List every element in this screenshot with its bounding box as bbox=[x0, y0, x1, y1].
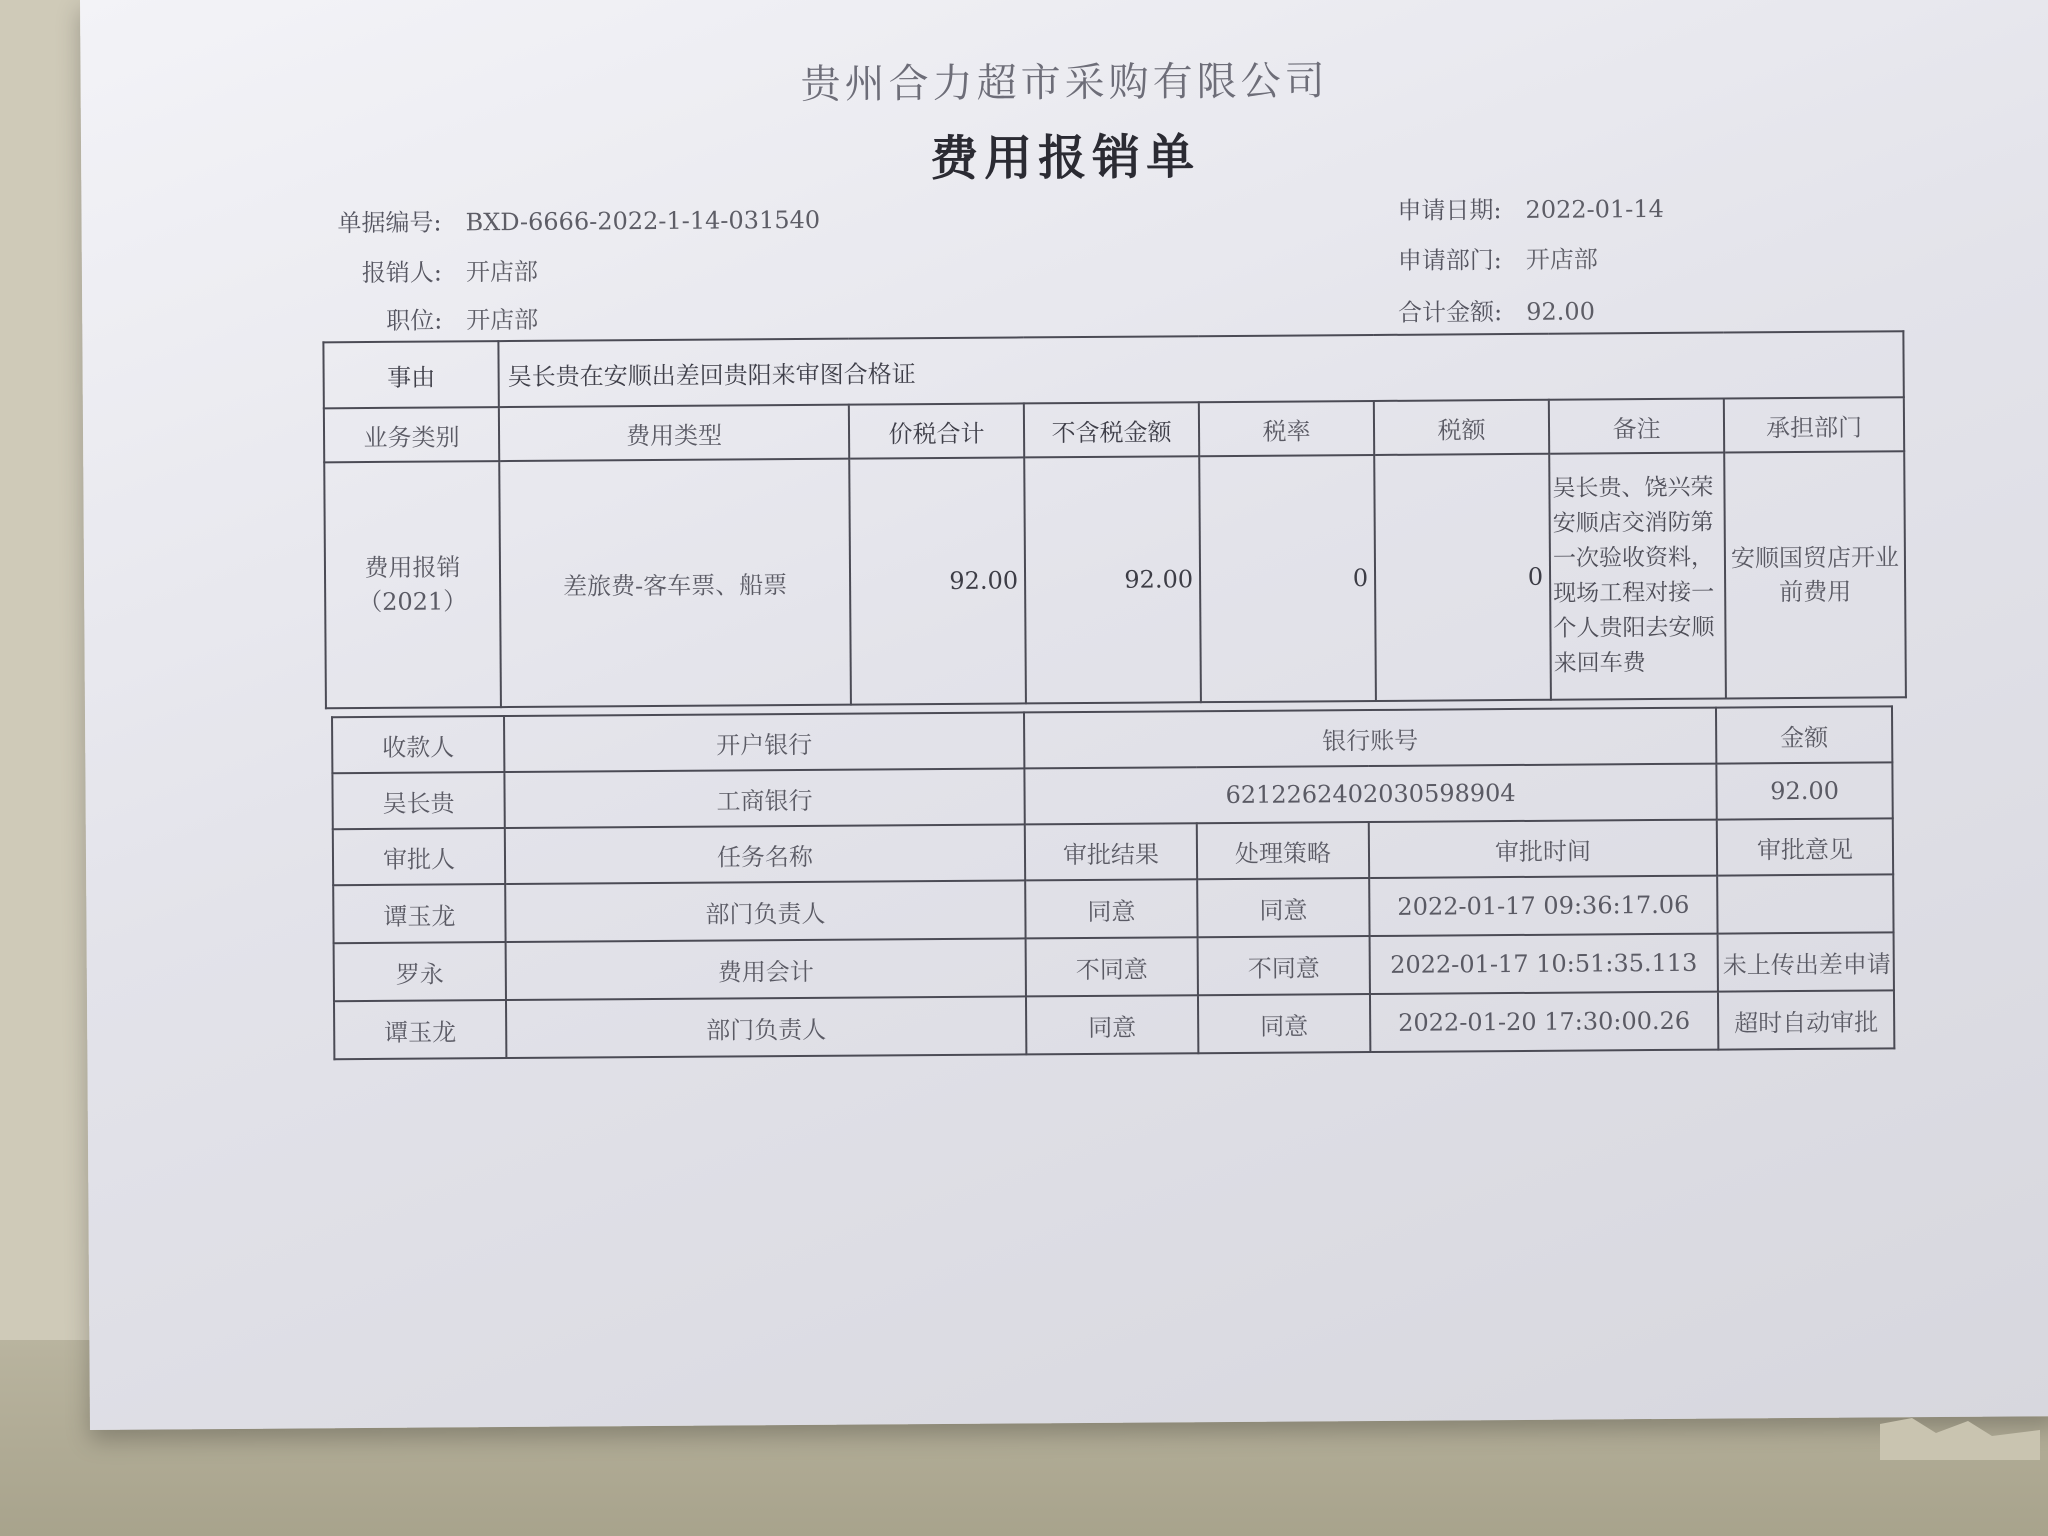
meta-apply-dept bbox=[1382, 239, 1598, 276]
reason-text: 吴长贵在安顺出差回贵阳来审图合格证 bbox=[498, 331, 1903, 407]
expense-tax-amount: 0 bbox=[1374, 454, 1551, 701]
approval-time: 2022-01-17 10:51:35.113 bbox=[1370, 934, 1718, 994]
approval-time: 2022-01-20 17:30:00.26 bbox=[1370, 992, 1718, 1052]
expense-table bbox=[322, 330, 1907, 709]
expense-note: 吴长贵、饶兴荣安顺店交消防第一次验收资料，现场工程对接一个人贵阳去安顺来回车费 bbox=[1549, 453, 1726, 700]
col-amount: 金额 bbox=[1716, 706, 1892, 763]
total-label: 合计金额: bbox=[1398, 298, 1503, 327]
col-approver: 审批人 bbox=[333, 828, 505, 885]
approver: 谭玉龙 bbox=[334, 1000, 506, 1059]
col-tax-rate: 税率 bbox=[1199, 401, 1374, 456]
task-name: 费用会计 bbox=[506, 938, 1026, 1000]
payee-amount: 92.00 bbox=[1716, 762, 1892, 819]
col-category: 业务类别 bbox=[324, 407, 499, 462]
approver: 谭玉龙 bbox=[333, 884, 505, 943]
approval-strategy: 不同意 bbox=[1198, 936, 1370, 995]
expense-type: 差旅费-客车票、船票 bbox=[499, 459, 851, 707]
approval-strategy: 同意 bbox=[1197, 878, 1369, 937]
col-task: 任务名称 bbox=[505, 824, 1025, 884]
expense-total-with-tax: 92.00 bbox=[849, 457, 1026, 704]
meta-doc-no bbox=[321, 200, 820, 238]
col-note: 备注 bbox=[1549, 399, 1724, 454]
meta-position bbox=[322, 300, 538, 337]
form-title: 费用报销单 bbox=[929, 129, 1201, 188]
doc-no-label: 单据编号: bbox=[337, 208, 442, 238]
col-result: 审批结果 bbox=[1025, 823, 1197, 880]
approval-result: 不同意 bbox=[1026, 937, 1198, 996]
approver: 罗永 bbox=[334, 942, 506, 1001]
total-value: 92.00 bbox=[1526, 297, 1596, 326]
meta-apply-date bbox=[1381, 189, 1664, 226]
payee-name: 吴长贵 bbox=[332, 772, 504, 829]
approval-opinion: 超时自动审批 bbox=[1718, 990, 1894, 1049]
approval-row bbox=[334, 932, 1894, 1001]
payee-account: 6212262402030598904 bbox=[1024, 764, 1716, 825]
expense-dept: 安顺国贸店开业前费用 bbox=[1724, 451, 1906, 698]
approval-opinion bbox=[1717, 874, 1893, 933]
expense-tax-rate: 0 bbox=[1199, 455, 1376, 702]
col-time: 审批时间 bbox=[1369, 820, 1717, 878]
position-label: 职位: bbox=[386, 306, 443, 335]
reason-label: 事由 bbox=[323, 341, 498, 408]
position-value: 开店部 bbox=[466, 305, 539, 335]
apply-date-value: 2022-01-14 bbox=[1525, 194, 1664, 224]
approval-result: 同意 bbox=[1025, 879, 1197, 938]
col-opinion: 审批意见 bbox=[1717, 818, 1893, 875]
reimburser-value: 开店部 bbox=[465, 257, 539, 287]
col-type: 费用类型 bbox=[499, 405, 849, 461]
col-payee: 收款人 bbox=[332, 716, 504, 773]
approval-time: 2022-01-17 09:36:17.06 bbox=[1369, 876, 1717, 936]
approval-strategy: 同意 bbox=[1198, 994, 1370, 1053]
col-bank: 开户银行 bbox=[504, 712, 1024, 772]
task-name: 部门负责人 bbox=[505, 880, 1025, 942]
doc-no-value: BXD-6666-2022-1-14-031540 bbox=[465, 205, 821, 237]
meta-reimburser bbox=[322, 252, 538, 289]
company-name: 贵州合力超市采购有限公司 bbox=[800, 58, 1329, 108]
apply-dept-value: 开店部 bbox=[1525, 245, 1598, 274]
reimburser-label: 报销人: bbox=[361, 258, 443, 288]
expense-form-sheet bbox=[80, 0, 2048, 1430]
payee-bank: 工商银行 bbox=[504, 768, 1024, 828]
col-account: 银行账号 bbox=[1024, 708, 1716, 769]
col-amount-ex-tax: 不含税金额 bbox=[1024, 402, 1199, 457]
col-tax-amount: 税额 bbox=[1374, 400, 1549, 455]
expense-amount-ex-tax: 92.00 bbox=[1024, 456, 1201, 703]
approval-opinion: 未上传出差申请 bbox=[1718, 932, 1894, 991]
apply-date-label: 申请日期: bbox=[1397, 196, 1502, 225]
expense-category: 费用报销（2021） bbox=[324, 461, 501, 708]
approval-result: 同意 bbox=[1026, 995, 1198, 1054]
approval-row bbox=[334, 990, 1894, 1059]
col-total-with-tax: 价税合计 bbox=[849, 403, 1024, 458]
apply-dept-label: 申请部门: bbox=[1397, 246, 1502, 275]
task-name: 部门负责人 bbox=[506, 996, 1026, 1058]
expense-row bbox=[324, 451, 1906, 708]
reason-row bbox=[323, 331, 1903, 408]
payee-approval-table bbox=[331, 705, 1895, 1060]
meta-total bbox=[1382, 291, 1595, 327]
col-dept: 承担部门 bbox=[1724, 397, 1904, 452]
approval-row bbox=[333, 874, 1893, 943]
col-strategy: 处理策略 bbox=[1197, 822, 1369, 879]
